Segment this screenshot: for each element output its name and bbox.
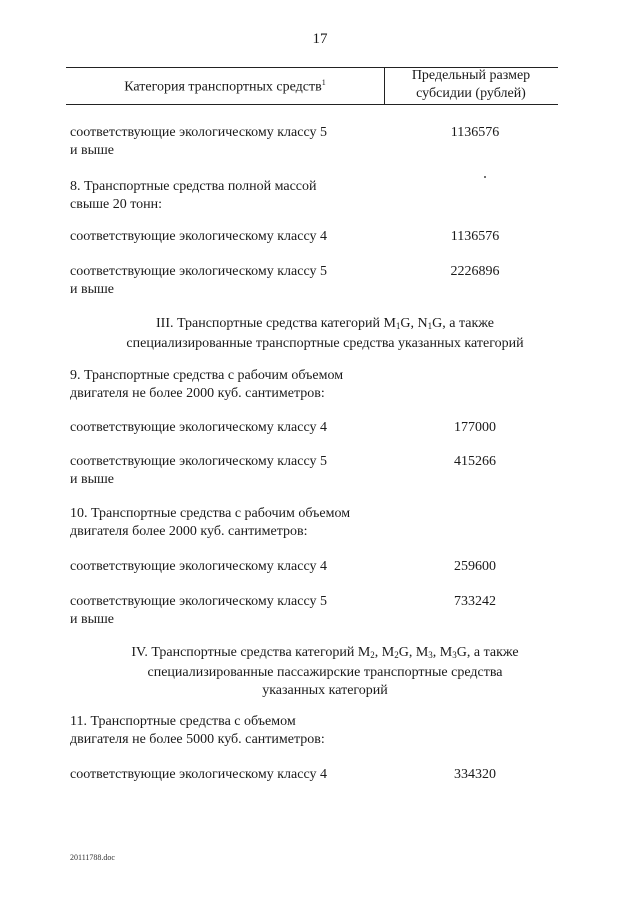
table-row-text bbox=[70, 713, 400, 749]
subscript: 3 bbox=[428, 650, 433, 660]
row-text-line1: соответствующие экологическому классу 5 bbox=[70, 264, 327, 279]
table-row-text bbox=[70, 453, 400, 489]
subscript: 2 bbox=[394, 650, 399, 660]
subscript: 1 bbox=[427, 321, 433, 331]
row-value: 1136576 bbox=[450, 229, 500, 244]
section-3-heading bbox=[60, 315, 590, 353]
section-4-text: , M bbox=[432, 645, 453, 660]
section-4-text: , M bbox=[374, 645, 395, 660]
header-bottom-rule bbox=[66, 104, 558, 105]
row-text-line2: свыше 20 тонн: bbox=[70, 197, 163, 212]
table-row-text bbox=[70, 367, 400, 403]
header-subsidy-line2: субсидии (рублей) bbox=[416, 86, 526, 101]
scan-speck bbox=[484, 176, 486, 178]
page-number: 17 bbox=[312, 31, 328, 47]
section-3-text: G, N bbox=[400, 316, 428, 331]
subscript: 3 bbox=[452, 650, 457, 660]
row-text-line1: соответствующие экологическому классу 5 bbox=[70, 594, 327, 609]
section-4-line3: указанных категорий bbox=[262, 683, 388, 698]
section-3-line2: специализированные транспортные средства указанных категорий bbox=[126, 336, 524, 351]
row-text-line2: и выше bbox=[70, 472, 115, 487]
table-row-text bbox=[70, 178, 400, 214]
row-text-line1: соответствующие экологическому классу 4 bbox=[70, 229, 327, 244]
row-text-line2: двигателя не более 2000 куб. сантиметров: bbox=[70, 386, 325, 401]
row-text-line1: соответствующие экологическому классу 4 bbox=[70, 559, 327, 574]
row-value: 1136576 bbox=[450, 125, 500, 140]
row-value: 733242 bbox=[454, 594, 496, 609]
row-text-line2: и выше bbox=[70, 143, 115, 158]
footnote-marker: 1 bbox=[321, 78, 326, 87]
row-value: 2226896 bbox=[450, 264, 500, 279]
section-4-text: G, а также bbox=[456, 645, 519, 660]
row-value: 334320 bbox=[454, 767, 496, 782]
row-text-line2: и выше bbox=[70, 612, 115, 627]
table-row-text bbox=[70, 558, 400, 576]
section-3-text: III. Транспортные средства категорий M bbox=[156, 316, 396, 331]
subscript: 2 bbox=[370, 650, 375, 660]
row-text-line1: 9. Транспортные средства с рабочим объемом bbox=[70, 368, 344, 383]
header-subsidy-limit bbox=[386, 67, 556, 103]
row-text-line1: соответствующие экологическому классу 4 bbox=[70, 420, 327, 435]
document-filename: 20111788.doc bbox=[70, 853, 115, 862]
table-row-text bbox=[70, 419, 400, 437]
section-4-text: G, M bbox=[398, 645, 429, 660]
section-3-line1 bbox=[60, 315, 590, 335]
row-text-line2: двигателя не более 5000 куб. сантиметров: bbox=[70, 732, 325, 747]
header-column-divider bbox=[384, 67, 385, 104]
row-text-line1: соответствующие экологическому классу 4 bbox=[70, 767, 327, 782]
section-4-text: IV. Транспортные средства категорий M bbox=[131, 645, 371, 660]
table-row-text bbox=[70, 263, 400, 299]
row-text-line1: 11. Транспортные средства с объемом bbox=[70, 714, 296, 729]
row-value: 177000 bbox=[454, 420, 496, 435]
row-text-line1: 8. Транспортные средства полной массой bbox=[70, 179, 317, 194]
row-text-line1: 10. Транспортные средства с рабочим объемом bbox=[70, 506, 351, 521]
row-text-line2: и выше bbox=[70, 282, 115, 297]
header-subsidy-line1: Предельный размер bbox=[411, 68, 531, 83]
section-4-line2: специализированные пассажирские транспортные средства bbox=[147, 665, 503, 680]
row-value: 259600 bbox=[454, 559, 496, 574]
section-3-text: G, а также bbox=[432, 316, 494, 331]
header-category-label: Категория транспортных средств bbox=[124, 79, 322, 95]
table-row-text bbox=[70, 593, 400, 629]
subscript: 1 bbox=[395, 321, 401, 331]
row-text-line1: соответствующие экологическому классу 5 bbox=[70, 454, 327, 469]
header-category bbox=[66, 74, 384, 97]
section-4-heading bbox=[60, 644, 590, 700]
table-row-text bbox=[70, 505, 400, 541]
table-row-text bbox=[70, 766, 400, 784]
row-text-line2: двигателя более 2000 куб. сантиметров: bbox=[70, 524, 308, 539]
table-row-text bbox=[70, 124, 400, 160]
row-text-line1: соответствующие экологическому классу 5 bbox=[70, 125, 327, 140]
table-row-text bbox=[70, 228, 400, 246]
row-value: 415266 bbox=[454, 454, 496, 469]
section-4-line1 bbox=[60, 644, 590, 664]
